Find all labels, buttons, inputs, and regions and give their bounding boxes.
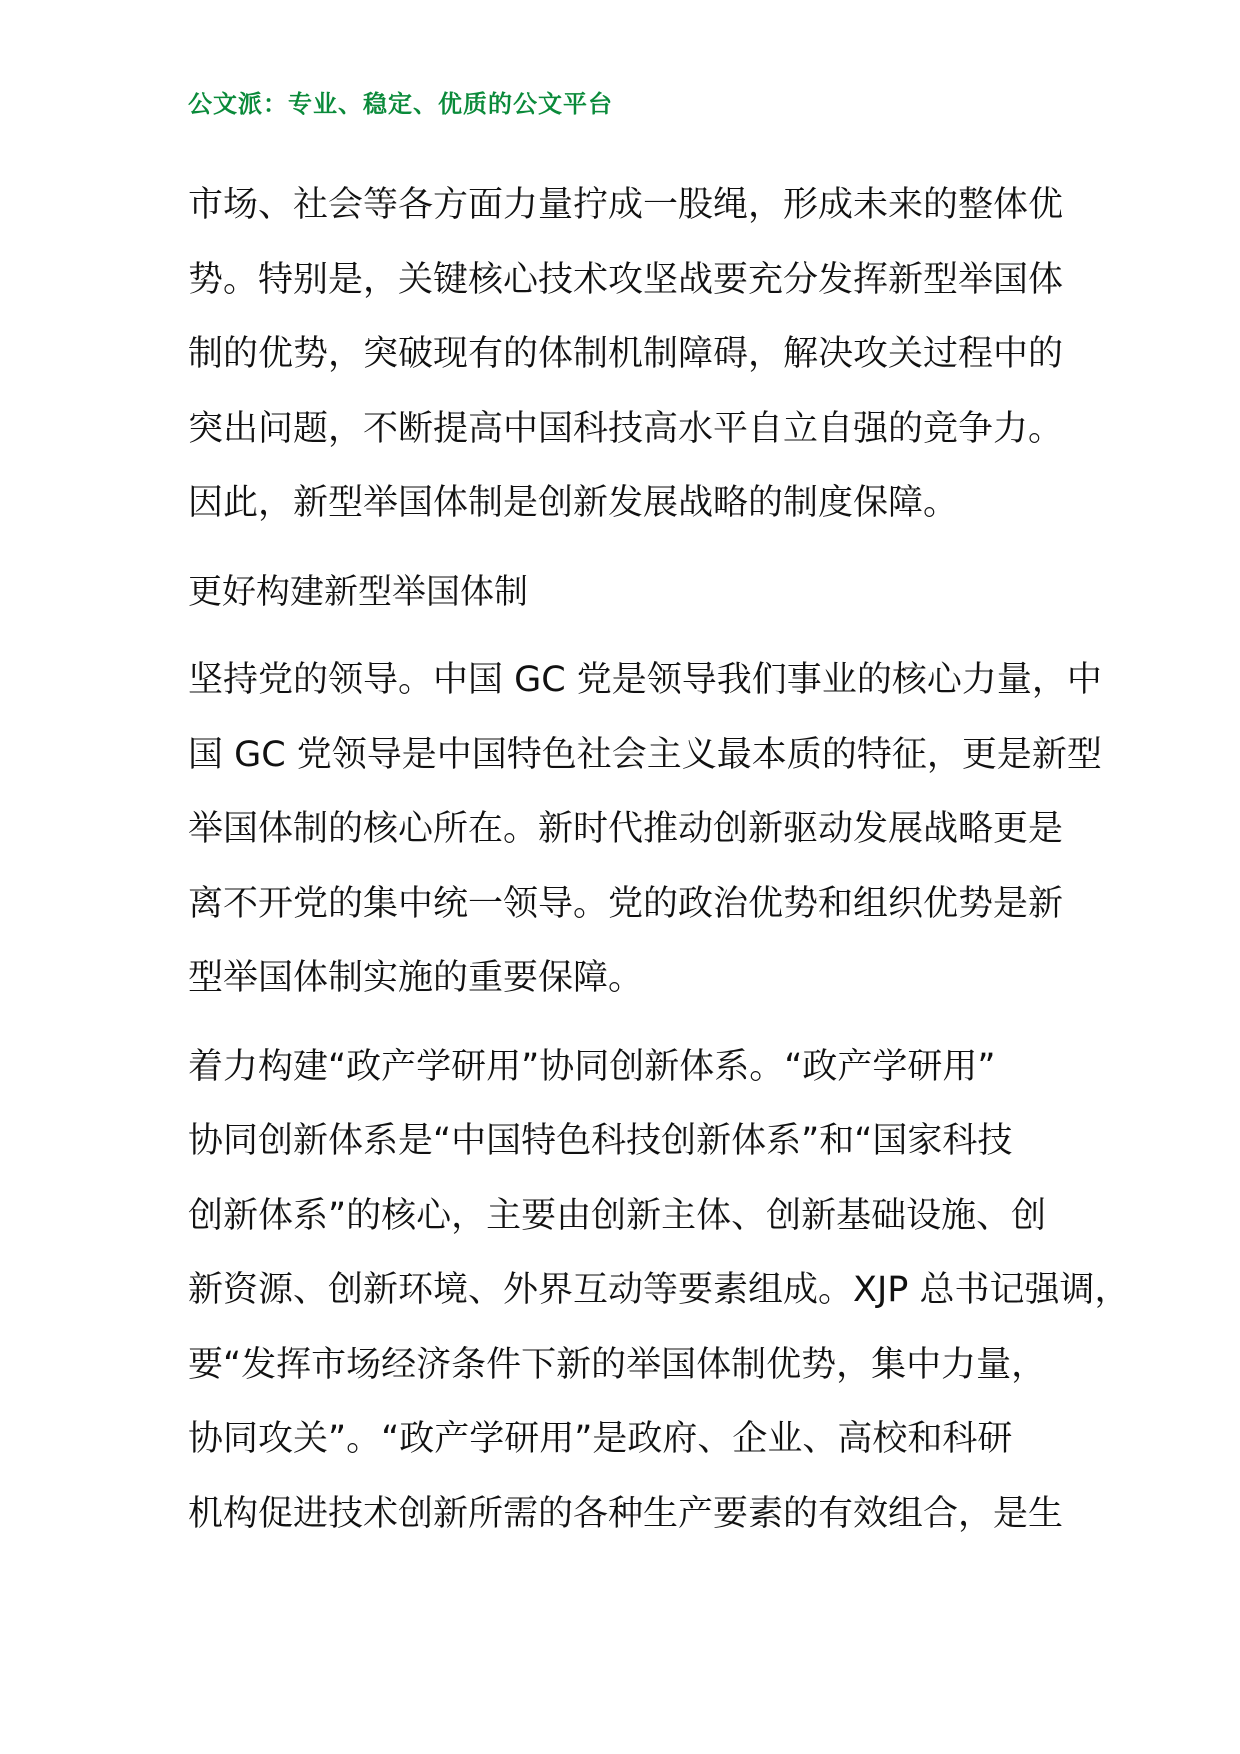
text-line: 协同创新体系是“中国特色科技创新体系”和“国家科技 bbox=[188, 1121, 1013, 1161]
text-line: 创新体系”的核心，主要由创新主体、创新基础设施、创 bbox=[188, 1195, 1047, 1236]
text-line: 协同攻关”。“政产学研用”是政府、企业、高校和科研 bbox=[188, 1419, 1013, 1459]
paragraph-3 bbox=[188, 1030, 1130, 1552]
paragraph-2 bbox=[188, 643, 1102, 1016]
text-line: 离不开党的集中统一领导。党的政治优势和组织优势是新 bbox=[188, 883, 1064, 924]
paragraph-1 bbox=[188, 168, 1068, 541]
text-line: 举国体制的核心所在。新时代推动创新驱动发展战略更是 bbox=[188, 809, 1064, 849]
site-header: 公文派：专业、稳定、优质的公文平台 bbox=[188, 90, 613, 118]
text-line: 要“发挥市场经济条件下新的举国体制优势，集中力量， bbox=[188, 1344, 1047, 1385]
section-heading: 更好构建新型举国体制 bbox=[188, 571, 528, 612]
text-line: 着力构建“政产学研用”协同创新体系。“政产学研用” bbox=[188, 1046, 996, 1087]
text-line: 市场、社会等各方面力量拧成一股绳，形成未来的整体优 bbox=[188, 185, 1064, 225]
text-line: 型举国体制实施的重要保障。 bbox=[188, 958, 644, 998]
text-line: 势。特别是，关键核心技术攻坚战要充分发挥新型举国体 bbox=[188, 259, 1064, 300]
text-line: 坚持党的领导。中国 GC 党是领导我们事业的核心力量，中 bbox=[188, 660, 1102, 700]
text-line: 国 GC 党领导是中国特色社会主义最本质的特征，更是新型 bbox=[188, 734, 1102, 775]
text-line: 新资源、创新环境、外界互动等要素组成。XJP 总书记强调， bbox=[188, 1270, 1130, 1310]
text-line: 因此，新型举国体制是创新发展战略的制度保障。 bbox=[188, 483, 959, 523]
text-line: 突出问题，不断提高中国科技高水平自立自强的竞争力。 bbox=[188, 408, 1064, 449]
document-body bbox=[188, 168, 1130, 1551]
text-line: 机构促进技术创新所需的各种生产要素的有效组合，是生 bbox=[188, 1493, 1064, 1534]
text-line: 制的优势，突破现有的体制机制障碍，解决攻关过程中的 bbox=[188, 334, 1064, 374]
